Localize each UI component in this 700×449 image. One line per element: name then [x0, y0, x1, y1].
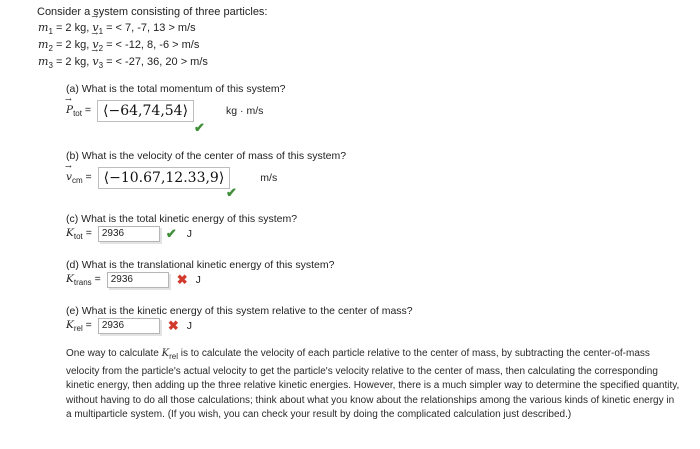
cm-velocity-answer-field[interactable]: ⟨−10.67,12.33,9⟩ [98, 167, 231, 189]
unit-a: kg · m/s [226, 105, 264, 117]
question-e: (e) What is the kinetic energy of this system relative to the center of mass? [66, 305, 413, 317]
check-icon: ✔ [194, 120, 205, 135]
relative-ke-answer-field[interactable]: 2936 [98, 318, 160, 334]
answer-label-d: $K_{trans}$ = [66, 272, 101, 288]
question-d: (d) What is the translational kinetic energy of this system? [66, 259, 335, 271]
check-icon: ✔ [165, 226, 177, 241]
answer-row-e [66, 314, 192, 338]
unit-e: J [186, 320, 192, 332]
check-icon: ✔ [226, 185, 237, 200]
answer-label-c: $K_{tot}$ = [66, 226, 92, 242]
particle-1: $m_1 = 2$ kg, → $v_1$ = < 7, -7, 13 > m/s [38, 21, 196, 36]
answer-label-e: $K_{rel}$ = [66, 318, 92, 334]
particle-3: $m_3 = 2$ kg, → $v_3$ = < -27, 36, 20 > m/s [38, 55, 208, 70]
momentum-answer-field[interactable]: ⟨−64,74,54⟩ [97, 100, 194, 122]
cross-icon: ✖ [176, 272, 188, 287]
question-c: (c) What is the total kinetic energy of this system? [66, 213, 298, 225]
answer-label-b: → $v_{cm}$ = [66, 171, 92, 185]
cross-icon: ✖ [167, 318, 179, 333]
answer-label-a: → $P_{tot}$ = [66, 104, 91, 118]
answer-row-d [66, 268, 201, 292]
question-a: (a) What is the total momentum of this system? [66, 83, 286, 95]
question-b: (b) What is the velocity of the center of mass of this system? [66, 150, 347, 162]
intro-text: Consider a system consisting of three particles: [37, 6, 268, 18]
unit-c: J [186, 228, 192, 240]
unit-b: m/s [260, 172, 278, 184]
unit-d: J [195, 274, 201, 286]
answer-row-c [66, 222, 192, 246]
particle-2: $m_2 = 2$ kg, → $v_2$ = < -12, 8, -6 > m/s [38, 38, 199, 53]
translational-ke-answer-field[interactable]: 2936 [107, 272, 169, 288]
answer-row-b [66, 166, 277, 190]
answer-row-a [66, 99, 263, 123]
explanation-text: One way to calculate $K_{rel}$ is to calculate the velocity of each particle relative to the center of mass, by subtracting the center-of-mass velocity from the particle's actual velocity to get the particle's velocity relative to the center of mass, then calculating the corresponding kinetic energy, then adding up the three relative kinetic energies. However, there is a much simpler way to determine the specified quantity, without having to do all those calculations; think about what you know about the relationships among the various kinds of kinetic energy in a multiparticle system. (If you wish, you can check your result by doing the complicated calculation just described.) [66, 348, 680, 420]
total-ke-answer-field[interactable]: 2936 [98, 226, 160, 242]
